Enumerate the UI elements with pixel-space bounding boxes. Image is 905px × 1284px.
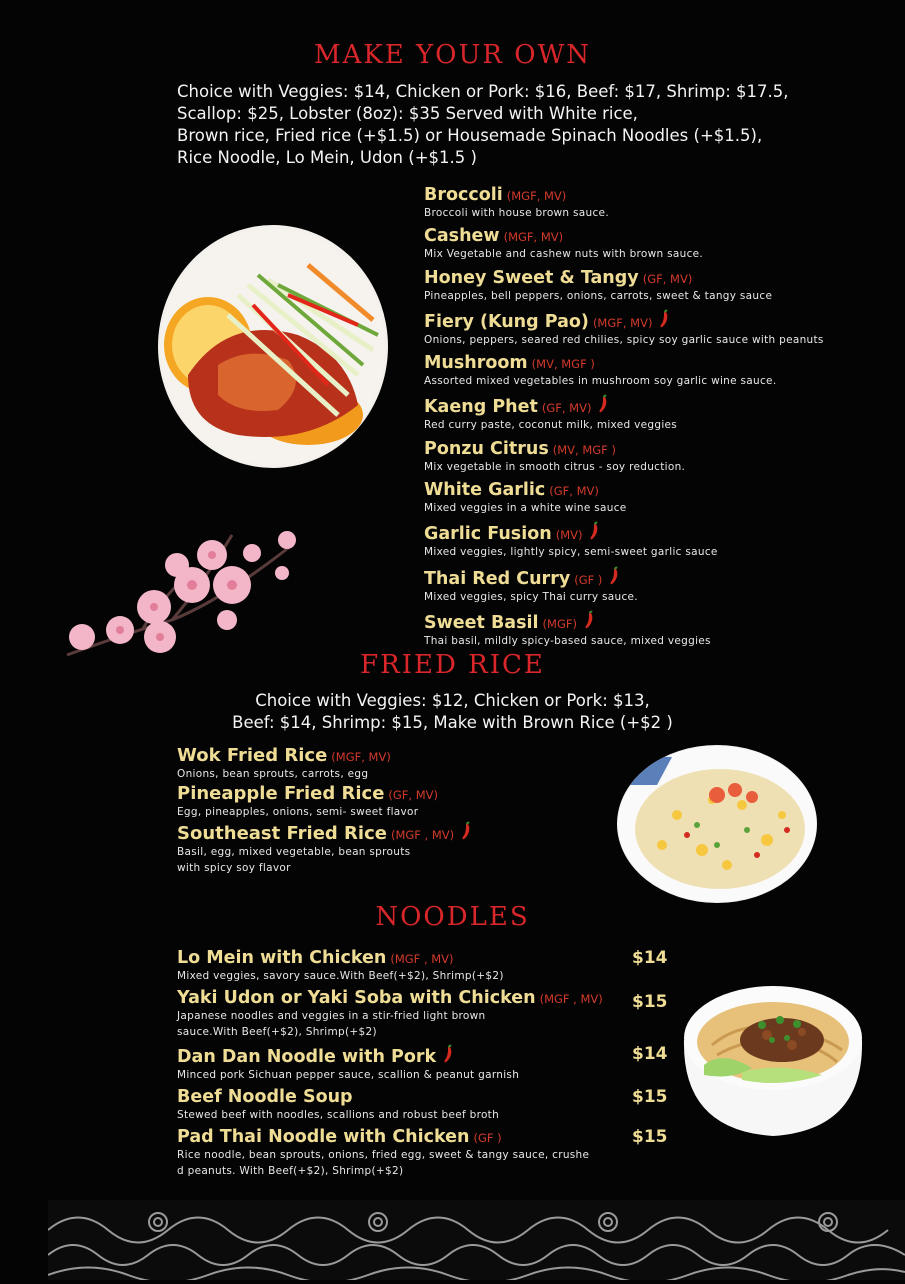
noodle-bowl-photo bbox=[682, 980, 864, 1138]
menu-item-description: Minced pork Sichuan pepper sauce, scallion & peanut garnish bbox=[177, 1069, 520, 1081]
menu-item bbox=[424, 521, 884, 560]
dietary-tags: (GF, MV) bbox=[642, 271, 693, 286]
dietary-tags: (MGF, MV) bbox=[503, 230, 564, 245]
dietary-tags: (MGF, MV) bbox=[331, 750, 391, 764]
menu-item-description: sauce.With Beef(+$2), Shrimp(+$2) bbox=[177, 1026, 377, 1038]
menu-item-header bbox=[424, 439, 884, 459]
menu-item-description: Onions, peppers, seared red chilies, spicy soy garlic sauce with peanuts bbox=[424, 333, 824, 346]
dietary-tags: (MGF , MV) bbox=[390, 952, 454, 966]
intro-line: Rice Noodle, Lo Mein, Udon (+$1.5 ) bbox=[177, 148, 477, 167]
noodles-list bbox=[177, 948, 607, 1183]
dietary-tags: (MV) bbox=[555, 528, 583, 543]
menu-item-header bbox=[177, 783, 597, 804]
menu-item-description: Japanese noodles and veggies in a stir-fried light brown bbox=[177, 1010, 486, 1022]
menu-item-description: Red curry paste, coconut milk, mixed veggies bbox=[424, 419, 678, 432]
dietary-tags: (GF ) bbox=[473, 1131, 502, 1145]
menu-item bbox=[424, 394, 884, 433]
menu-item-description: Stewed beef with noodles, scallions and robust beef broth bbox=[177, 1109, 500, 1121]
chili-pepper-icon bbox=[607, 566, 621, 586]
menu-item-name: Dan Dan Noodle with Pork bbox=[177, 1047, 437, 1067]
menu-item-description: with spicy soy flavor bbox=[177, 862, 291, 874]
menu-item-header bbox=[424, 185, 884, 205]
intro-line: Choice with Veggies: $14, Chicken or Pork: $16, Beef: $17, Shrimp: $17.5, bbox=[177, 82, 789, 101]
menu-item-description: Egg, pineapples, onions, semi- sweet flavor bbox=[177, 806, 419, 818]
menu-item-description: Basil, egg, mixed vegetable, bean sprouts bbox=[177, 846, 411, 858]
menu-item-header bbox=[177, 745, 597, 766]
menu-item-header bbox=[424, 566, 884, 589]
menu-item-description: Mix vegetable in smooth citrus - soy reduction. bbox=[424, 460, 686, 473]
menu-item bbox=[424, 610, 884, 649]
chili-pepper-icon bbox=[459, 821, 473, 841]
menu-item-price: $14 bbox=[632, 948, 668, 968]
menu-item bbox=[177, 1044, 607, 1083]
dietary-tags: (MV, MGF ) bbox=[552, 442, 616, 457]
menu-item bbox=[177, 948, 607, 984]
menu-item-name: White Garlic bbox=[424, 480, 546, 501]
intro-line: Choice with Veggies: $12, Chicken or Pork: $13, bbox=[255, 691, 650, 710]
menu-item-name: Cashew bbox=[424, 226, 500, 247]
menu-item-header bbox=[424, 226, 884, 246]
fried-rice-photo bbox=[617, 745, 817, 903]
menu-item-price: $15 bbox=[632, 1087, 668, 1107]
dietary-tags: (GF, MV) bbox=[549, 484, 599, 499]
dietary-tags: (MGF, MV) bbox=[592, 315, 653, 330]
menu-item bbox=[424, 226, 884, 262]
menu-item-header bbox=[424, 309, 884, 332]
menu-item-description: Thai basil, mildly spicy-based sauce, mixed veggies bbox=[424, 634, 711, 647]
menu-item bbox=[177, 745, 597, 782]
intro-line: Beef: $14, Shrimp: $15, Make with Brown Rice (+$2 ) bbox=[232, 713, 673, 732]
dietary-tags: (MGF, MV) bbox=[506, 189, 567, 203]
menu-item-header bbox=[424, 480, 884, 500]
menu-item-name: Yaki Udon or Yaki Soba with Chicken bbox=[177, 988, 536, 1008]
menu-item-name: Broccoli bbox=[424, 185, 503, 205]
menu-item bbox=[177, 1127, 607, 1179]
menu-item bbox=[177, 821, 597, 876]
dietary-tags: (MV, MGF ) bbox=[531, 357, 595, 372]
menu-item bbox=[424, 439, 884, 475]
menu-item-price: $15 bbox=[632, 992, 668, 1012]
menu-item-name: Ponzu Citrus bbox=[424, 438, 549, 459]
menu-item-description: Onions, bean sprouts, carrots, egg bbox=[177, 768, 369, 780]
menu-item-description: Mixed veggies, spicy Thai curry sauce. bbox=[424, 590, 638, 603]
menu-item-name: Thai Red Curry bbox=[424, 568, 571, 589]
menu-item-description: d peanuts. With Beef(+$2), Shrimp(+$2) bbox=[177, 1165, 404, 1177]
menu-item-header bbox=[177, 1127, 607, 1147]
menu-item-description: Mixed veggies, lightly spicy, semi-sweet garlic sauce bbox=[424, 546, 718, 559]
menu-item bbox=[177, 988, 607, 1040]
intro-line: Scallop: $25, Lobster (8oz): $35 Served with White rice, bbox=[177, 104, 638, 123]
dietary-tags: (MGF , MV) bbox=[539, 992, 603, 1006]
chili-pepper-icon bbox=[596, 394, 610, 414]
menu-item-description: Mix Vegetable and cashew nuts with brown sauce. bbox=[424, 248, 704, 261]
menu-item-name: Garlic Fusion bbox=[424, 524, 552, 545]
fried-rice-list bbox=[177, 745, 597, 877]
dietary-tags: (MGF , MV) bbox=[390, 828, 455, 842]
menu-item-header bbox=[424, 268, 884, 288]
menu-item-header bbox=[424, 610, 884, 633]
chili-pepper-icon bbox=[582, 610, 596, 630]
menu-item-header bbox=[177, 1044, 607, 1067]
menu-item bbox=[424, 268, 884, 304]
menu-item bbox=[177, 1087, 607, 1123]
menu-item-name: Mushroom bbox=[424, 353, 528, 374]
menu-item-price: $14 bbox=[632, 1044, 668, 1064]
menu-item-description: Mixed veggies, savory sauce.With Beef(+$2), Shrimp(+$2) bbox=[177, 970, 504, 982]
menu-item-description: Pineapples, bell peppers, onions, carrots, sweet & tangy sauce bbox=[424, 289, 773, 302]
menu-item bbox=[424, 480, 884, 516]
dietary-tags: (GF ) bbox=[574, 572, 603, 587]
menu-item-name: Honey Sweet & Tangy bbox=[424, 267, 639, 288]
dietary-tags: (MGF) bbox=[542, 616, 577, 631]
menu-item-name: Wok Fried Rice bbox=[177, 745, 328, 766]
menu-item-price: $15 bbox=[632, 1127, 668, 1147]
chili-pepper-icon bbox=[587, 521, 601, 541]
menu-item-header bbox=[424, 521, 884, 544]
menu-item-name: Southeast Fried Rice bbox=[177, 823, 387, 844]
make-your-own-list bbox=[424, 185, 884, 654]
menu-item-description: Mixed veggies in a white wine sauce bbox=[424, 502, 627, 515]
fried-rice-intro bbox=[0, 690, 905, 734]
menu-item-name: Lo Mein with Chicken bbox=[177, 948, 387, 968]
menu-item-header bbox=[177, 948, 607, 968]
chili-pepper-icon bbox=[657, 309, 671, 329]
menu-item bbox=[177, 783, 597, 820]
menu-item-header bbox=[177, 821, 597, 844]
section-title-noodles: NOODLES bbox=[375, 902, 530, 932]
menu-item-description: Assorted mixed vegetables in mushroom soy garlic wine sauce. bbox=[424, 375, 777, 388]
menu-item-name: Sweet Basil bbox=[424, 612, 539, 633]
menu-item-name: Kaeng Phet bbox=[424, 397, 538, 418]
menu-item-description: Broccoli with house brown sauce. bbox=[424, 207, 609, 219]
menu-item bbox=[424, 185, 884, 221]
menu-item-name: Beef Noodle Soup bbox=[177, 1087, 353, 1107]
dietary-tags: (GF, MV) bbox=[541, 401, 592, 416]
menu-item bbox=[424, 309, 884, 348]
section-title-make-your-own: MAKE YOUR OWN bbox=[313, 40, 592, 70]
menu-item-header bbox=[424, 353, 884, 373]
menu-item-header bbox=[177, 1087, 607, 1107]
intro-line: Brown rice, Fried rice (+$1.5) or Housemade Spinach Noodles (+$1.5), bbox=[177, 126, 763, 145]
cherry-blossom-illustration bbox=[62, 525, 307, 665]
chili-pepper-icon bbox=[441, 1044, 455, 1064]
menu-item-header bbox=[424, 394, 884, 417]
menu-item-description: Rice noodle, bean sprouts, onions, fried egg, sweet & tangy sauce, crushe bbox=[177, 1149, 590, 1161]
dietary-tags: (GF, MV) bbox=[388, 788, 439, 802]
menu-item-name: Fiery (Kung Pao) bbox=[424, 311, 589, 332]
section-title-fried-rice: FRIED RICE bbox=[360, 650, 545, 680]
make-your-own-intro bbox=[177, 81, 789, 169]
menu-item-name: Pineapple Fried Rice bbox=[177, 783, 385, 804]
menu-item bbox=[424, 566, 884, 605]
orange-chicken-photo bbox=[158, 225, 388, 468]
menu-item-name: Pad Thai Noodle with Chicken bbox=[177, 1127, 470, 1147]
wave-pattern-footer bbox=[48, 1200, 905, 1280]
menu-item bbox=[424, 353, 884, 389]
menu-item-header bbox=[177, 988, 607, 1008]
